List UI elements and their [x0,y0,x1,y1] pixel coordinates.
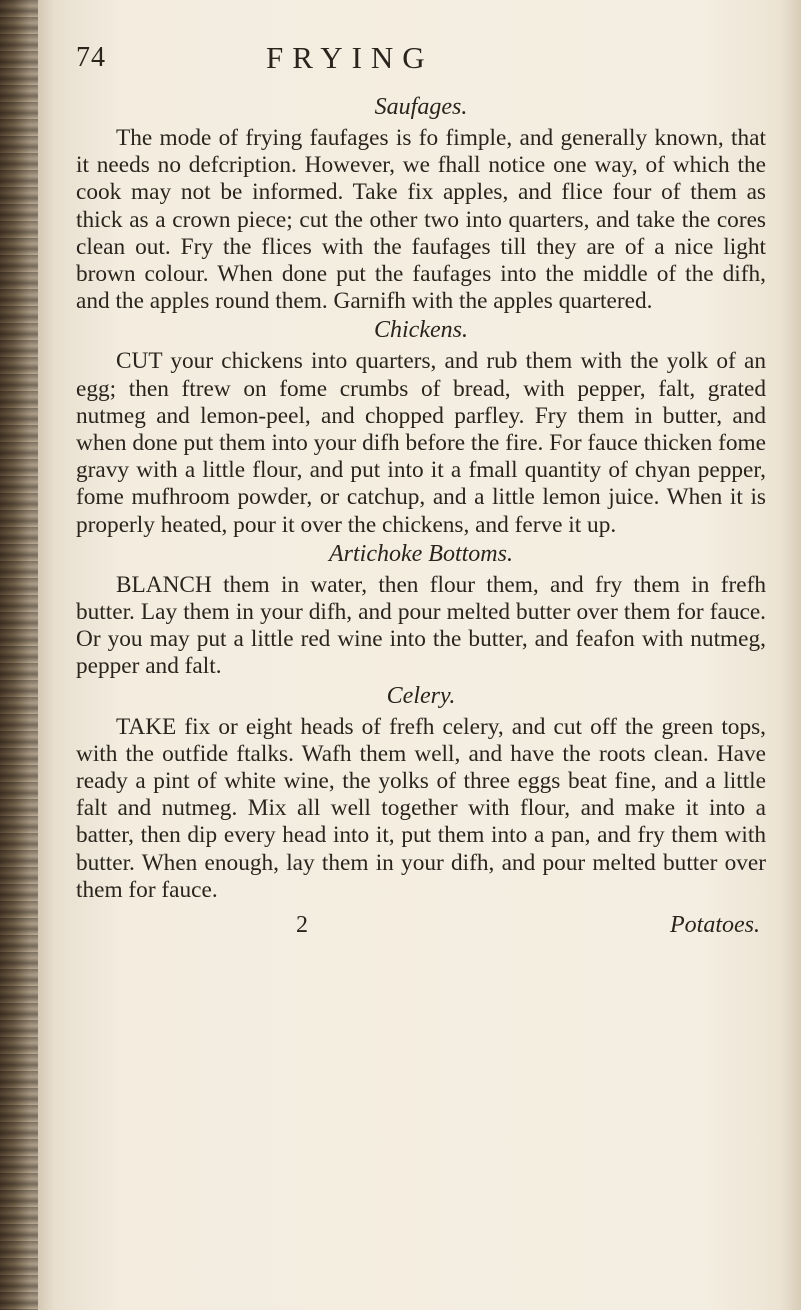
paragraph: BLANCH them in water, then flour them, and fry them in frefh butter. Lay them in your difh, and pour melted butter over them for fauce. Or you may put a little red wine into the butter, and feafon with nutmeg, pepper and falt. [76,571,766,680]
page-text-block [76,40,766,952]
section-chickens [76,317,766,538]
paragraph: The mode of frying faufages is fo fimple, and generally known, that it needs no defcription. However, we fhall notice one way, of which the cook may not be informed. Take fix apples, and flice four of them as thick as a crown piece; cut the other two into quarters, and take the cores clean out. Fry the flices with the faufages till they are of a nice light brown colour. When done put the faufages into the middle of the difh, and the apples round them. Garnifh with the apples quartered. [76,125,766,315]
paragraph: TAKE fix or eight heads of frefh celery, and cut off the green tops, with the outfide ftalks. Wafh them well, and have the roots clean. Have ready a pint of white wine, the yolks of three eggs beat fine, and a little falt and nutmeg. Mix all well together with flour, and make it into a batter, then dip every head into it, put them into a pan, and fry them with butter. When enough, lay them in your difh, and pour melted butter over them for fauce. [76,713,766,903]
section-title: Chickens. [374,317,468,344]
section-celery [76,683,766,904]
section-title: Artichoke Bottoms. [329,540,513,567]
section-sausages [76,94,766,315]
page-number: 74 [76,42,106,73]
section-title: Saufages. [374,94,468,120]
book-spine-edge [0,0,38,1310]
running-head: FRYING [266,40,434,75]
paragraph: CUT your chickens into quarters, and rub them with the yolk of an egg; then ftrew on fome crumbs of bread, with pepper, falt, grated nutmeg and lemon-peel, and chopped parfley. Fry them in butter, and when done put them into your difh before the fire. For fauce thicken fome gravy with a little flour, and put into it a fmall quantity of chyan pepper, fome mufhroom powder, or catchup, and a little lemon juice. When it is properly heated, pour it over the chickens, and ferve it up. [76,348,766,538]
page-header [76,40,766,92]
section-artichoke-bottoms [76,541,766,681]
catchword: Potatoes. [670,912,760,939]
signature-mark: 2 [296,912,308,939]
section-title: Celery. [386,682,456,709]
page-footer [76,912,766,952]
